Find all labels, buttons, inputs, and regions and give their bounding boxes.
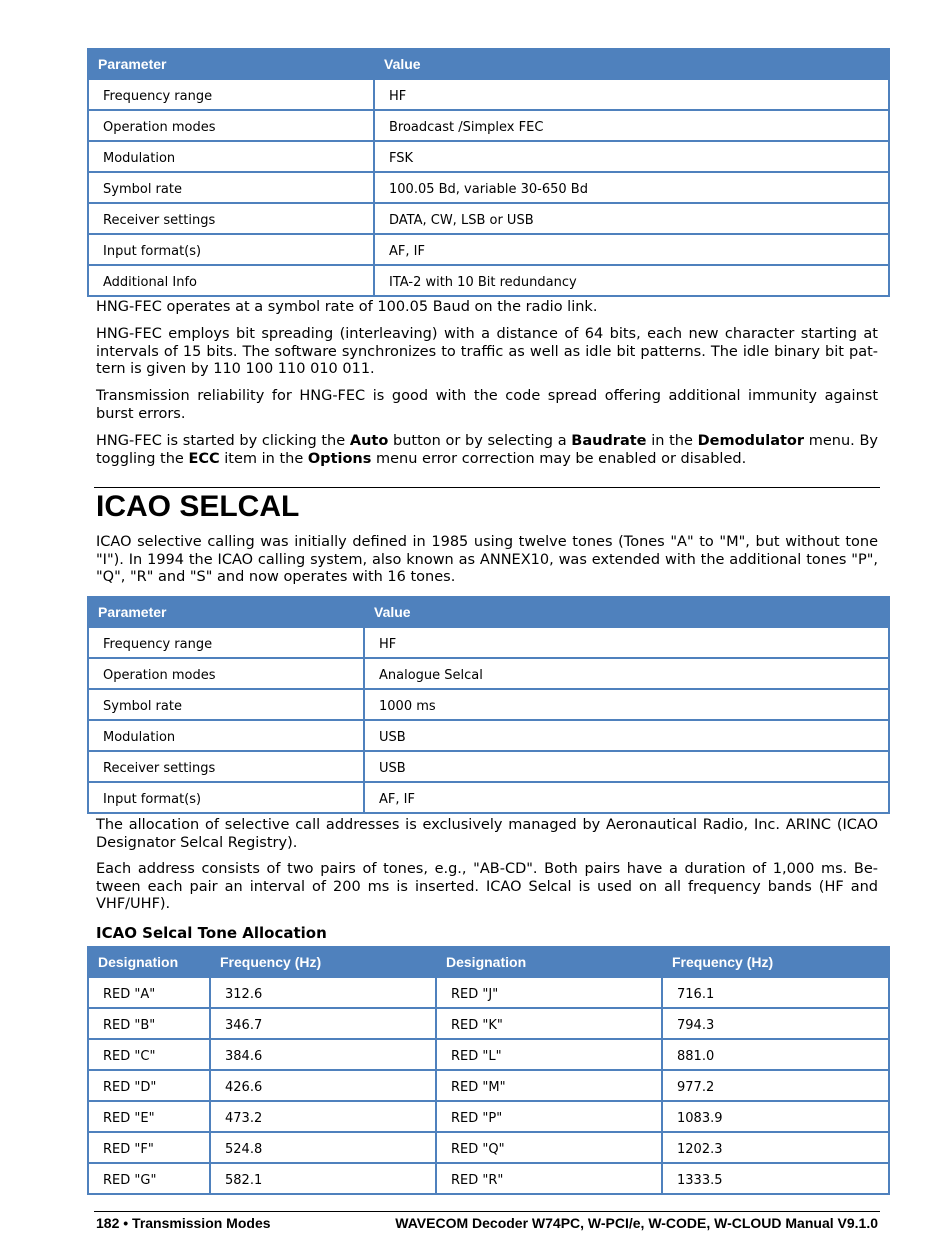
parameter-cell: Operation modes: [88, 658, 364, 689]
table-row: [88, 720, 889, 751]
value-cell: USB: [364, 720, 889, 751]
section-divider: [94, 487, 880, 488]
parameter-cell: Symbol rate: [88, 689, 364, 720]
table-row: [88, 172, 889, 203]
table-row: [88, 627, 889, 658]
start-instructions-paragraph: [96, 433, 878, 468]
frequency-cell: 1202.3: [662, 1132, 889, 1163]
parameter-cell: Frequency range: [88, 627, 364, 658]
symbol-rate-paragraph: HNG-FEC operates at a symbol rate of 100.05 Baud on the radio link.: [96, 299, 598, 315]
designation-cell: RED "R": [436, 1163, 662, 1194]
bit-spreading-paragraph: HNG-FEC employs bit spreading (interleaving) with a distance of 64 bits, each new character starting at intervals of 15 bits. The software synchronizes to traffic as well as idle bit patterns. The idle binary bit pat-tern is given by 110 100 110 010 011.: [96, 326, 878, 377]
column-header: Frequency (Hz): [662, 947, 889, 977]
value-cell: USB: [364, 751, 889, 782]
frequency-cell: 1333.5: [662, 1163, 889, 1194]
table-row: [88, 1070, 889, 1101]
designation-cell: RED "A": [88, 977, 210, 1008]
table-header-row: [88, 49, 889, 79]
value-cell: HF: [364, 627, 889, 658]
designation-cell: RED "Q": [436, 1132, 662, 1163]
options-term: Options: [307, 450, 372, 467]
value-cell: 100.05 Bd, variable 30-650 Bd: [374, 172, 889, 203]
table-row: [88, 977, 889, 1008]
frequency-cell: 426.6: [210, 1070, 436, 1101]
frequency-cell: 582.1: [210, 1163, 436, 1194]
table-row: [88, 141, 889, 172]
value-cell: HF: [374, 79, 889, 110]
column-header: Designation: [88, 947, 210, 977]
column-header: Parameter: [88, 49, 374, 79]
value-cell: Analogue Selcal: [364, 658, 889, 689]
table-row: [88, 1132, 889, 1163]
ecc-term: ECC: [188, 450, 220, 467]
designation-cell: RED "P": [436, 1101, 662, 1132]
text-run: menu. By toggling the: [96, 433, 878, 467]
footer-divider: [94, 1211, 880, 1212]
table-row: [88, 1039, 889, 1070]
frequency-cell: 881.0: [662, 1039, 889, 1070]
table-row: [88, 110, 889, 141]
table-row: [88, 203, 889, 234]
frequency-cell: 716.1: [662, 977, 889, 1008]
address-allocation-paragraph: The allocation of selective call addresses is exclusively managed by Aeronautical Radio, Inc. ARINC (ICAO Designator Selcal Registry).: [96, 817, 878, 851]
icao-intro-paragraph: ICAO selective calling was initially defined in 1985 using twelve tones (Tones "A" to "M", but without tone "I"). In 1994 the ICAO calling system, also known as ANNEX10, was extended with the additional tones "P", "Q", "R" and "S" and now operates with 16 tones.: [96, 534, 878, 585]
designation-cell: RED "G": [88, 1163, 210, 1194]
designation-cell: RED "D": [88, 1070, 210, 1101]
value-cell: DATA, CW, LSB or USB: [374, 203, 889, 234]
designation-cell: RED "J": [436, 977, 662, 1008]
frequency-cell: 794.3: [662, 1008, 889, 1039]
baudrate-term: Baudrate: [571, 433, 647, 449]
value-cell: 1000 ms: [364, 689, 889, 720]
tone-allocation-table: [87, 946, 890, 1195]
table-row: [88, 1101, 889, 1132]
parameter-cell: Modulation: [88, 141, 374, 172]
parameter-cell: Frequency range: [88, 79, 374, 110]
table-row: [88, 782, 889, 813]
value-cell: AF, IF: [364, 782, 889, 813]
auto-term: Auto: [349, 433, 389, 449]
table-header-row: [88, 947, 889, 977]
value-cell: FSK: [374, 141, 889, 172]
text-run: in the: [646, 433, 698, 449]
frequency-cell: 977.2: [662, 1070, 889, 1101]
column-header: Designation: [436, 947, 662, 977]
text-run: button or by selecting a: [388, 433, 572, 449]
frequency-cell: 346.7: [210, 1008, 436, 1039]
demodulator-term: Demodulator: [697, 433, 805, 449]
table-row: [88, 751, 889, 782]
reliability-paragraph: Transmission reliability for HNG-FEC is good with the code spread offering additional immunity against burst errors.: [96, 388, 878, 422]
designation-cell: RED "B": [88, 1008, 210, 1039]
parameter-cell: Receiver settings: [88, 751, 364, 782]
table-row: [88, 1163, 889, 1194]
frequency-cell: 312.6: [210, 977, 436, 1008]
column-header: Frequency (Hz): [210, 947, 436, 977]
designation-cell: RED "C": [88, 1039, 210, 1070]
frequency-cell: 1083.9: [662, 1101, 889, 1132]
parameter-cell: Receiver settings: [88, 203, 374, 234]
table-row: [88, 689, 889, 720]
column-header: Value: [364, 597, 889, 627]
designation-cell: RED "F": [88, 1132, 210, 1163]
table-row: [88, 1008, 889, 1039]
column-header: Parameter: [88, 597, 364, 627]
table-row: [88, 234, 889, 265]
footer-page-section: 182 • Transmission Modes: [96, 1215, 271, 1231]
parameter-cell: Input format(s): [88, 782, 364, 813]
table-row: [88, 658, 889, 689]
parameter-cell: Additional Info: [88, 265, 374, 296]
text-run: menu error correction may be enabled or disabled.: [371, 450, 747, 467]
value-cell: ITA-2 with 10 Bit redundancy: [374, 265, 889, 296]
value-cell: AF, IF: [374, 234, 889, 265]
parameter-cell: Operation modes: [88, 110, 374, 141]
table-header-row: [88, 597, 889, 627]
column-header: Value: [374, 49, 889, 79]
frequency-cell: 384.6: [210, 1039, 436, 1070]
text-run: item in the: [219, 450, 308, 467]
table-row: [88, 79, 889, 110]
tone-allocation-title: ICAO Selcal Tone Allocation: [96, 924, 327, 942]
parameter-cell: Input format(s): [88, 234, 374, 265]
parameter-cell: Symbol rate: [88, 172, 374, 203]
designation-cell: RED "L": [436, 1039, 662, 1070]
address-format-paragraph: Each address consists of two pairs of tones, e.g., "AB-CD". Both pairs have a duration of 1,000 ms. Be-tween each pair an interval of 200 ms is inserted. ICAO Selcal is used on all frequency bands (HF and VHF/UHF).: [96, 861, 878, 912]
designation-cell: RED "M": [436, 1070, 662, 1101]
frequency-cell: 524.8: [210, 1132, 436, 1163]
parameter-cell: Modulation: [88, 720, 364, 751]
text-run: HNG-FEC is started by clicking the: [96, 433, 350, 449]
frequency-cell: 473.2: [210, 1101, 436, 1132]
icao-selcal-parameter-table: [87, 596, 890, 814]
table-row: [88, 265, 889, 296]
section-heading: ICAO SELCAL: [96, 490, 300, 523]
designation-cell: RED "E": [88, 1101, 210, 1132]
hng-fec-parameter-table: [87, 48, 890, 297]
value-cell: Broadcast /Simplex FEC: [374, 110, 889, 141]
footer-manual-title: WAVECOM Decoder W74PC, W-PCI/e, W-CODE, W-CLOUD Manual V9.1.0: [395, 1215, 878, 1231]
designation-cell: RED "K": [436, 1008, 662, 1039]
